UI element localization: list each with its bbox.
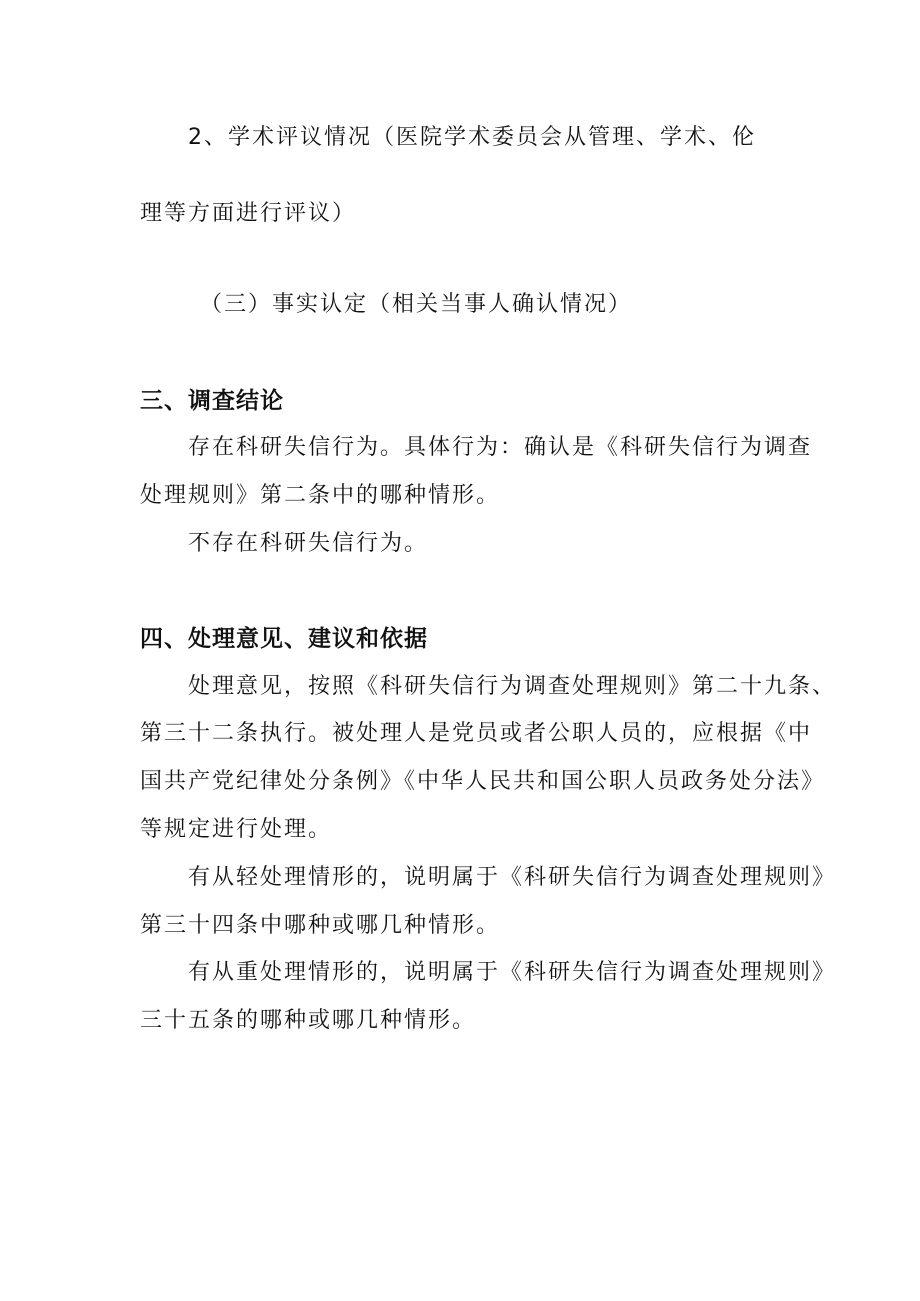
opinion-p1-line-2: 第三十二条执行。被处理人是党员或者公职人员的，应根据《中 <box>140 721 813 746</box>
section-3-title: 三、调查结论 <box>140 388 284 414</box>
academic-review-line-1: 2、学术评议情况（医院学术委员会从管理、学术、伦 <box>188 125 756 150</box>
conclusion-p1-line-1: 存在科研失信行为。具体行为：确认是《科研失信行为调查 <box>188 435 813 460</box>
academic-review-line-2: 理等方面进行评议） <box>140 201 357 226</box>
opinion-p2-line-1: 有从轻处理情形的，说明属于《科研失信行为调查处理规则》 <box>188 865 837 890</box>
opinion-p3-line-2: 三十五条的哪种或哪几种情形。 <box>140 1008 477 1033</box>
opinion-p1-line-4: 等规定进行处理。 <box>140 817 333 842</box>
opinion-p1-line-1: 处理意见，按照《科研失信行为调查处理规则》第二十九条、 <box>188 674 837 699</box>
conclusion-p1-line-2: 处理规则》第二条中的哪种情形。 <box>140 483 501 508</box>
opinion-p2-line-2: 第三十四条中哪种或哪几种情形。 <box>140 913 501 938</box>
fact-finding-heading: （三）事实认定（相关当事人确认情况） <box>200 292 633 317</box>
section-4-title: 四、处理意见、建议和依据 <box>140 626 428 652</box>
opinion-p1-line-3: 国共产党纪律处分条例》《中华人民共和国公职人员政务处分法》 <box>140 769 826 794</box>
opinion-p3-line-1: 有从重处理情形的，说明属于《科研失信行为调查处理规则》 <box>188 960 837 985</box>
conclusion-p2: 不存在科研失信行为。 <box>188 531 429 556</box>
